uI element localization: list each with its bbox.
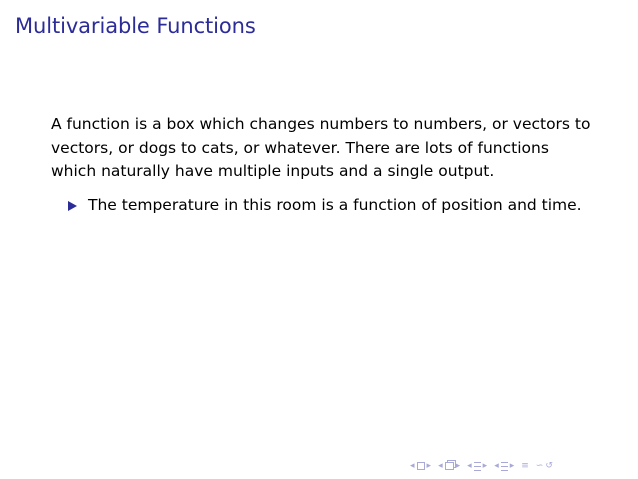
nav-doc-group: [494, 460, 514, 472]
bullet-list: [66, 194, 586, 218]
bullet-text: The temperature in this room is a function of position and time.: [88, 196, 582, 214]
nav-subsection-left-arrow-icon[interactable]: ◂: [438, 461, 443, 471]
nav-search-group: [536, 460, 553, 472]
nav-section-left-arrow-icon[interactable]: ◂: [467, 461, 472, 471]
nav-doc-right-arrow-icon[interactable]: ▸: [509, 461, 515, 471]
nav-subsection-right-arrow-icon[interactable]: ▸: [455, 461, 461, 471]
nav-doc-left-arrow-icon[interactable]: ◂: [494, 461, 499, 471]
nav-frame-box-icon[interactable]: [417, 462, 425, 470]
bullet-item: [66, 194, 586, 218]
nav-doc-lines-icon[interactable]: [501, 462, 508, 471]
beamer-navigation-bar: [410, 460, 557, 472]
nav-subsection-box-icon[interactable]: [445, 462, 454, 470]
nav-section-group: [467, 460, 487, 472]
nav-subsection-group: [438, 460, 460, 472]
nav-frame-group: [410, 460, 431, 472]
nav-search-icon[interactable]: ∽: [535, 461, 544, 471]
nav-left-arrow-icon[interactable]: ◂: [410, 461, 415, 471]
slide-title: Multivariable Functions: [15, 14, 256, 38]
nav-align-icon[interactable]: ≡: [521, 461, 529, 471]
triangle-bullet-icon: [68, 201, 77, 211]
nav-section-right-arrow-icon[interactable]: ▸: [482, 461, 488, 471]
nav-align-group: [521, 460, 529, 472]
nav-right-arrow-icon[interactable]: ▸: [426, 461, 432, 471]
nav-section-lines-icon[interactable]: [474, 462, 481, 471]
nav-zoom-icon[interactable]: ↺: [545, 461, 553, 471]
slide-paragraph: A function is a box which changes numbers to numbers, or vectors to vectors, or dogs to cats, or whatever. There are lots of functions which naturally have multiple inputs and a single output.: [51, 115, 591, 180]
